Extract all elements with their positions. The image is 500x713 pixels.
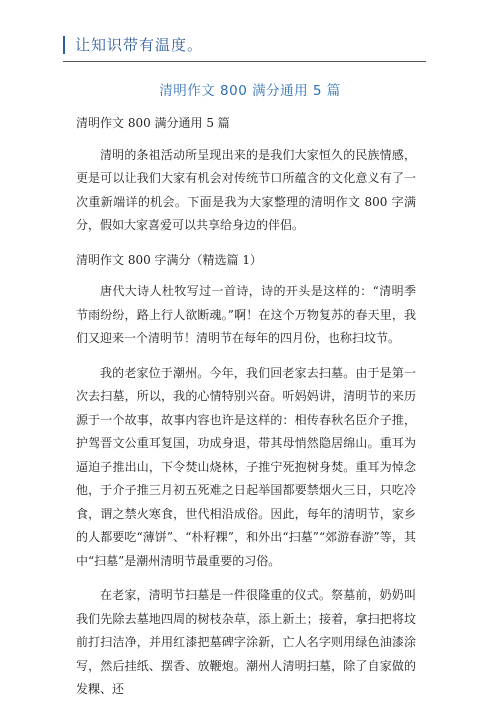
section-heading: 清明作文 800 字满分（精选篇 1）	[76, 252, 262, 267]
header-accent-bar	[63, 36, 65, 54]
body-paragraph-1: 唐代大诗人杜牧写过一首诗，诗的开头是这样的：“清明季节雨纷纷，路上行人欲断魂。”啊！在这个万物复苏的春天里，我们又迎来一个清明节！清明节在每年的四月份，也称扫坟节。	[76, 284, 416, 345]
document-body	[76, 112, 416, 713]
body-paragraph-2: 我的老家位于潮州。今年，我们回老家去扫墓。由于是第一次去扫墓，所以，我的心情特别兴奋。听妈妈讲，清明节的来历源于一个故事，故事内容也许是这样的：相传春秋名臣介子推，护驾晋文公重耳复国，功成身退，带其母悄然隐居绵山。重耳为逼迫子推出山，下令焚山烧林，子推宁死抱树身焚。重耳为悼念他，于介子推三月初五死难之日起举国都要禁烟火三日，只吃冷食，谓之禁火寒食，世代相沿成俗。因此，每年的清明节，家乡的人都要吃“薄饼”、“朴籽粿”，和外出“扫墓”“郊游春游”等，其中“扫墓”是潮州清明节最重要的习俗。	[76, 365, 416, 568]
header-slogan: 让知识带有温度。	[75, 36, 204, 54]
document-title: 清明作文 800 满分通用 5 篇	[159, 83, 341, 99]
intro-paragraph: 清明的条祖活动所呈现出来的是我们大家恒久的民族情感，更是可以让我们大家有机会对传统节口所蕴含的文化意义有了一次重新端详的机会。下面是我为大家整理的清明作文 800 字满分，假如大家喜爱可以共享给身边的伴侣。	[76, 147, 416, 232]
body-paragraph-3: 在老家，清明节扫墓是一件很隆重的仪式。祭墓前，奶奶叫我们先除去墓地四周的树枝杂草，添上新土；接着，拿扫把将坟前打扫洁净，并用红漆把墓碑字涂新，亡人名字则用绿色油漆涂写，然后挂纸、摆香、放鞭炮。潮州人清明扫墓，除了自家做的发粿、还	[76, 588, 416, 696]
header-divider	[63, 61, 426, 62]
document-subtitle: 清明作文 800 满分通用 5 篇	[76, 116, 230, 130]
page-header	[0, 0, 500, 62]
